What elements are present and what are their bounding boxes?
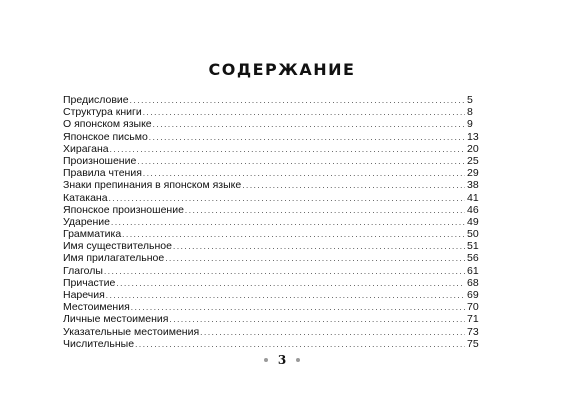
toc-entry-page: 50	[467, 228, 479, 241]
toc-entry-label: Структура книги	[63, 106, 142, 119]
toc-dot-leader	[165, 253, 465, 265]
toc-dot-leader	[130, 95, 465, 107]
toc-dot-leader	[135, 339, 465, 351]
toc-entry	[63, 106, 483, 118]
toc-entry-label: Произношение	[63, 154, 137, 167]
toc-dot-leader	[143, 107, 465, 119]
toc-entry-page: 13	[467, 130, 479, 143]
toc-entry-page: 69	[467, 289, 479, 301]
toc-dot-leader	[169, 314, 465, 326]
toc-entry-page: 38	[467, 179, 479, 192]
toc-entry	[63, 192, 483, 204]
toc-entry-page: 5	[467, 94, 473, 106]
toc-entry-label: Личные местоимения	[63, 313, 169, 326]
toc-entry	[63, 131, 483, 143]
toc-entry-label: Предисловие	[63, 94, 129, 106]
toc-entry-page: 8	[467, 106, 473, 119]
toc-dot-leader	[137, 156, 465, 168]
toc-dot-leader	[131, 302, 465, 314]
toc-entry-page: 41	[467, 191, 479, 204]
toc-entry-label: Имя существительное	[63, 240, 172, 253]
toc-entry-page: 61	[467, 264, 479, 277]
toc-entry-page: 71	[467, 313, 479, 326]
toc-entry-label: Хирагана	[63, 142, 109, 155]
toc-entry-page: 56	[467, 252, 479, 265]
toc-entry-page: 51	[467, 240, 479, 253]
toc-dot-leader	[149, 132, 465, 144]
toc-dot-leader	[122, 229, 465, 241]
toc-entry	[63, 277, 483, 289]
toc-entry	[63, 338, 483, 350]
toc-entry	[63, 240, 483, 252]
toc-entry-label: Наречия	[63, 289, 105, 301]
toc-entry	[63, 143, 483, 155]
toc-entry-label: Указательные местоимения	[63, 325, 200, 338]
toc-entry	[63, 265, 483, 277]
toc-entry-label: Причастие	[63, 276, 116, 289]
toc-dot-leader	[116, 278, 465, 290]
toc-entry-label: Местоимения	[63, 301, 130, 314]
toc-dot-leader	[173, 241, 465, 253]
toc-entry-page: 68	[467, 276, 479, 289]
toc-dot-leader	[185, 205, 465, 217]
toc-entry	[63, 155, 483, 167]
toc-dot-leader	[106, 290, 465, 302]
toc-entry	[63, 252, 483, 264]
toc-dot-leader	[110, 144, 465, 156]
toc-entry	[63, 167, 483, 179]
toc-entry-label: Имя прилагательное	[63, 252, 165, 265]
toc-entry	[63, 179, 483, 191]
toc-entry	[63, 326, 483, 338]
toc-entry-label: Катакана	[63, 191, 108, 204]
toc-entry-label: Японское произношение	[63, 203, 184, 216]
page-number: 3	[277, 353, 287, 367]
toc-entry-page: 25	[467, 154, 479, 167]
toc-dot-leader	[111, 217, 465, 229]
toc-entry-page: 29	[467, 167, 479, 180]
toc-entry-label: Глаголы	[63, 264, 103, 277]
toc-dot-leader	[104, 266, 465, 278]
toc-dot-leader	[242, 180, 465, 192]
toc-entry-label: Знаки препинания в японском языке	[63, 179, 242, 192]
toc-entry-page: 9	[467, 118, 473, 131]
table-of-contents	[63, 94, 483, 350]
toc-entry	[63, 301, 483, 313]
bullet-dot-icon	[264, 358, 268, 362]
toc-dot-leader	[200, 327, 465, 339]
toc-entry	[63, 313, 483, 325]
bullet-dot-icon	[296, 358, 300, 362]
toc-entry-page: 20	[467, 142, 479, 155]
toc-entry-label: Ударение	[63, 215, 110, 228]
toc-entry	[63, 118, 483, 130]
toc-entry-label: О японском языке	[63, 118, 152, 131]
toc-entry-label: Грамматика	[63, 228, 122, 241]
toc-entry-page: 73	[467, 325, 479, 338]
page-title: СОДЕРЖАНИЕ	[208, 60, 356, 79]
toc-entry	[63, 94, 483, 106]
toc-entry	[63, 228, 483, 240]
toc-entry-page: 70	[467, 301, 479, 314]
toc-entry-label: Правила чтения	[63, 167, 142, 180]
toc-entry	[63, 216, 483, 228]
toc-entry-page: 75	[467, 337, 479, 350]
toc-entry-page: 49	[467, 215, 479, 228]
toc-entry-label: Японское письмо	[63, 130, 148, 143]
toc-dot-leader	[153, 119, 465, 131]
toc-entry-label: Числительные	[63, 337, 135, 350]
toc-entry	[63, 289, 483, 301]
toc-entry	[63, 204, 483, 216]
toc-entry-page: 46	[467, 203, 479, 216]
page-footer	[0, 353, 564, 367]
